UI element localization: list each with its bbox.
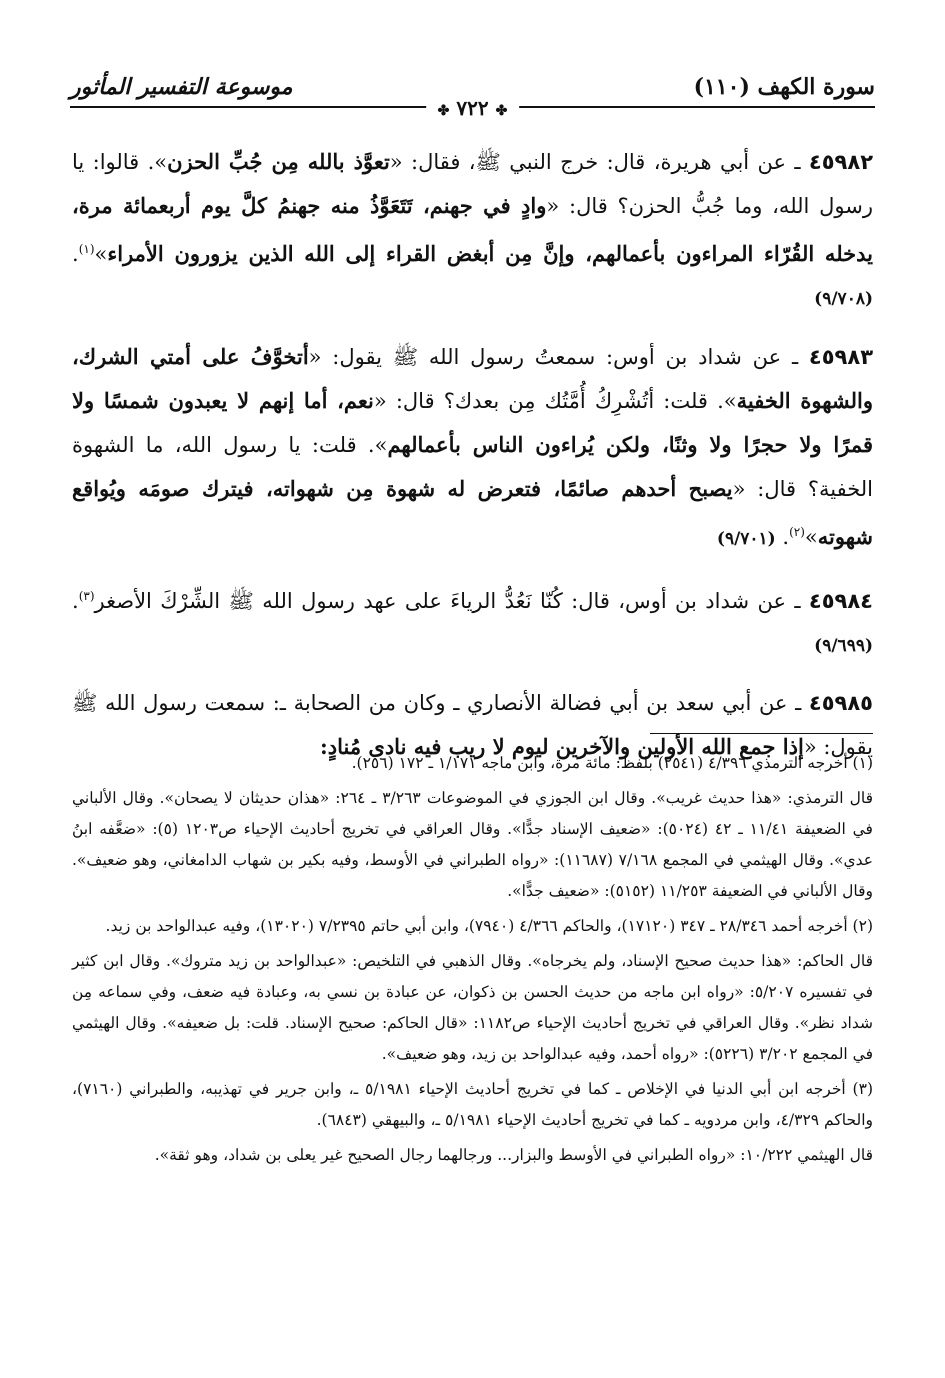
hadith-list [72, 140, 873, 783]
footnote-paragraph: (٢) أخرجه أحمد ٢٨/٣٤٦ ـ ٣٤٧ (١٧١٢٠)، والحاكم ٤/٣٦٦ (٧٩٤٠)، وابن أبي حاتم ٧/٢٣٩٥ (١٣٠٢٠)، وفيه عبدالواحد بن زيد. [105, 917, 873, 935]
footnote [72, 748, 873, 907]
footnote-marker[interactable]: (٣) [78, 589, 95, 603]
hadith-narration: ـ عن شداد بن أوس: سمعتُ رسول الله ﷺ يقول: « [308, 345, 809, 369]
hadith-quote: أتخوَّفُ على أمتي الشرك، والشهوة الخفية [72, 344, 874, 413]
hadith-quote: إذا جمع الله الأولين والآخرين ليوم لا ريب فيه نادى مُنادٍ: [319, 734, 804, 759]
footnote-paragraph: قال الحاكم: «هذا حديث صحيح الإسناد، ولم يخرجاه». وقال الذهبي في التلخيص: «عبدالواحد بن زيد متروك». وقال ابن كثير في تفسيره ٥/٢٠٧: «رواه ابن ماجه من حديث الحسن بن ذكوان، عن عبادة بن نسي به، وعبادة فيه ضعف، وفي سماعه مِن شداد نظر». وقال العراقي في تخريج أحاديث الإحياء ص١١٨٢: «قال الحاكم: صحيح الإسناد. قلت: بل ضعيفه». وقال الهيثمي في المجمع ٣/٢٠٢ (٥٢٢٦): «رواه أحمد، وفيه عبدالواحد بن زيد، وهو ضعيف». [72, 952, 873, 1063]
footnote-paragraph: (٣) أخرجه ابن أبي الدنيا في الإخلاص ـ كما في تخريج أحاديث الإحياء ٥/١٩٨١ ـ، وابن جرير في تهذيبه، والطبراني (٧١٦٠)، والحاكم ٤/٣٢٩، وابن مردويه ـ كما في تخريج أحاديث الإحياء ٥/١٩٨١ ـ، والبيهقي (٦٨٤٣). [72, 1080, 873, 1129]
hadith-narration: ـ عن شداد بن أوس، قال: كُنّا نَعُدُّ الرياءَ على عهد رسول الله ﷺ الشِّرْكَ الأصغر [94, 589, 809, 613]
ornament-icon: ✤ [495, 103, 508, 119]
ornament-icon: ✤ [437, 103, 450, 119]
hadith-number: ٤٥٩٨٢ [808, 150, 874, 174]
page-number: ٧٢٢ [456, 96, 489, 120]
hadith-quote: يصبح أحدهم صائمًا، فتعرض له شهوة مِن شهواته، فيترك صومَه ويُواقع شهوته [72, 476, 873, 549]
footnote-separator [650, 733, 873, 734]
hadith-narration: ـ عن أبي سعد بن أبي فضالة الأنصاري ـ وكان من الصحابة ـ: سمعت رسول الله ﷺ يقول: « [72, 691, 873, 759]
hadith-narration: ». قلت: أتُشْرِكُ أُمَّتُك مِن بعدك؟ قال: « [373, 389, 737, 413]
hadith-narration: ». قلت: يا رسول الله، ما الشهوة الخفية؟ قال: « [72, 433, 873, 501]
hadith-narration: ـ عن أبي هريرة، قال: خرج النبي ﷺ، فقال: « [389, 150, 809, 174]
hadith-narration: » [94, 242, 108, 266]
volume-page-ref: (٩/٧٠٨) [814, 289, 873, 309]
hadith-quote: وادٍ في جهنم، تَتَعَوَّذُ منه جهنمُ كلَّ يوم أربعمائة مرة، يدخله القُرّاء المراءون بأعمالهم، وإنَّ مِن أبغض القراء إلى الله الذين يزورون الأمراء [72, 193, 873, 266]
hadith-number: ٤٥٩٨٤ [808, 589, 873, 613]
hadith-number: ٤٥٩٨٣ [808, 345, 874, 369]
volume-page-ref: (٩/٧٠١) [716, 529, 776, 549]
hadith-narration: » [804, 525, 818, 549]
hadith-entry: ٤٥٩٨٢ ـ عن أبي هريرة، قال: خرج النبي ﷺ، فقال: «تعوَّذ بالله مِن جُبِّ الحزن». قالوا: يا رسول الله، وما جُبُّ الحزن؟ قال: «وادٍ في جهنم، تَتَعَوَّذُ منه جهنمُ كلَّ يوم أربعمائة مرة، يدخله القُرّاء المراءون بأعمالهم، وإنَّ مِن أبغض القراء إلى الله الذين يزورون الأمراء»$^{(١)}$. (٩/٧٠٨) [72, 149, 874, 309]
hadith-entry: ٤٥٩٨٣ ـ عن شداد بن أوس: سمعتُ رسول الله ﷺ يقول: «أتخوَّفُ على أمتي الشرك، والشهوة الخفية». قلت: أتُشْرِكُ أُمَّتُك مِن بعدك؟ قال: «نعم، أما إنهم لا يعبدون شمسًا ولا قمرًا ولا حجرًا ولا وثنًا، ولكن يُراءون الناس بأعمالهم». قلت: يا رسول الله، ما الشهوة الخفية؟ قال: «يصبح أحدهم صائمًا، فتعرض له شهوة مِن شهواته، فيترك صومَه ويُواقع شهوته»$^{(٢)}$. (٩/٧٠١) [72, 344, 874, 549]
page-number-box [426, 96, 520, 120]
footnote-marker[interactable]: (٢) [789, 525, 805, 539]
footnote-paragraph: (١) أخرجه الترمذي ٤/٣٩٦ (٢٥٤١) بلفظ: مائة مرة، وابن ماجه ١/١٧١ ـ ١٧٢ (٢٥٦). [351, 754, 873, 772]
hadith-number: ٤٥٩٨٥ [808, 691, 873, 715]
footnote [72, 911, 873, 1070]
footnote-paragraph: قال الهيثمي ١٠/٢٢٢: «رواه الطبراني في الأوسط والبزار... ورجالهما رجال الصحيح غير يعلى بن شداد، وهو ثقة». [154, 1146, 873, 1164]
footnotes [72, 748, 873, 1175]
surah-title: سورة الكهف (١١٠) [693, 74, 875, 100]
book-title: موسوعة التفسير المأثور [70, 74, 293, 100]
footnote-paragraph: قال الترمذي: «هذا حديث غريب». وقال ابن الجوزي في الموضوعات ٣/٢٦٣ ـ ٢٦٤: «هذان حديثان لا يصحان». وقال الألباني في الضعيفة ١١/٤١ ـ ٤٢ (٥٠٢٤): «ضعيف الإسناد جدًّا». وقال العراقي في تخريج أحاديث الإحياء ص١٢٠٣ (٥): «ضعَّفه ابنُ عدي». وقال الهيثمي في المجمع ٧/١٦٨ (١١٦٨٧): «رواه الطبراني في الأوسط، وفيه بكير بن شهاب الدامغاني، وهو ضعيف». وقال الألباني في الضعيفة ١١/٢٥٣ (٥١٥٢): «ضعيف جدًّا». [72, 789, 873, 900]
footnote-marker[interactable]: (١) [78, 242, 95, 256]
page-header [70, 66, 875, 122]
hadith-quote: تعوَّذ بالله مِن جُبِّ الحزن [167, 149, 390, 174]
footnote [72, 1074, 873, 1171]
hadith-quote: نعم، أما إنهم لا يعبدون شمسًا ولا قمرًا ولا حجرًا ولا وثنًا، ولكن يُراءون الناس بأعمالهم [72, 388, 874, 457]
hadith-entry: ٤٥٩٨٤ ـ عن شداد بن أوس، قال: كُنّا نَعُدُّ الرياءَ على عهد رسول الله ﷺ الشِّرْكَ الأصغر$^{(٣)}$. (٩/٦٩٩) [72, 589, 873, 656]
volume-page-ref: (٩/٦٩٩) [814, 636, 873, 656]
hadith-narration: ». قالوا: يا رسول الله، وما جُبُّ الحزن؟ قال: « [72, 150, 873, 218]
